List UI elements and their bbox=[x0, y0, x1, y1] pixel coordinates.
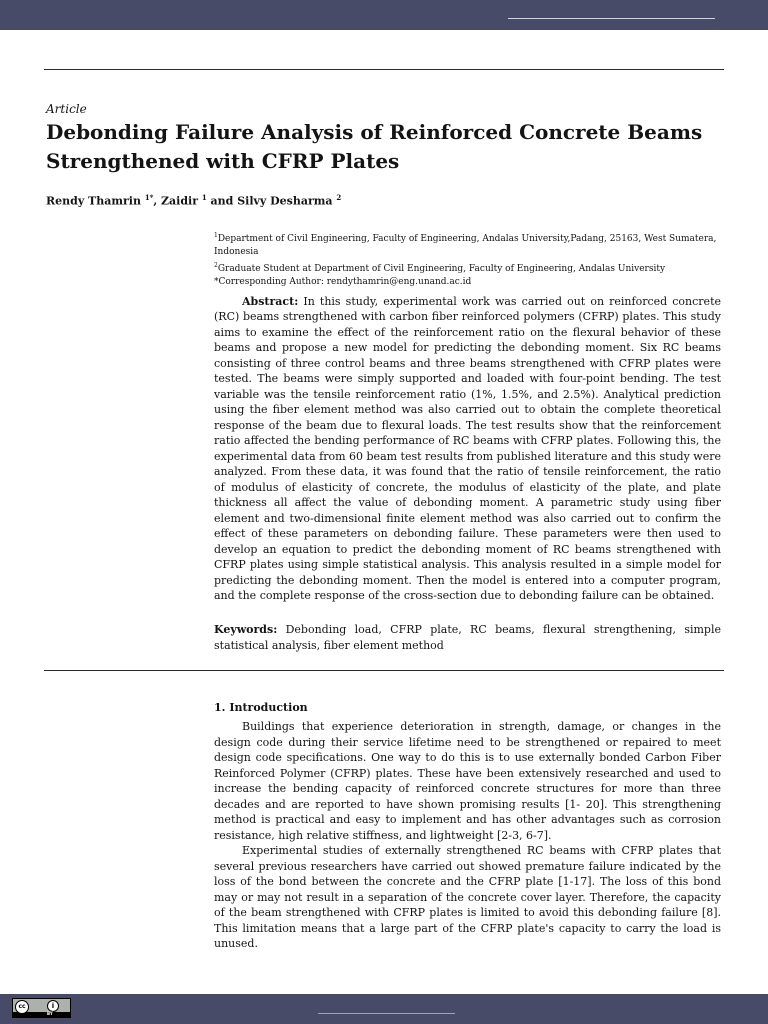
keywords-text: Debonding load, CFRP plate, RC beams, flexural strengthening, simple statistical analysis, fiber element method bbox=[214, 623, 721, 652]
abstract-label: Abstract: bbox=[242, 295, 299, 308]
affiliation-2 bbox=[214, 259, 722, 276]
affiliation-2-text: Graduate Student at Department of Civil Engineering, Faculty of Engineering, Andalas University bbox=[217, 264, 666, 274]
author-separator: and Silvy Desharma bbox=[206, 194, 337, 208]
author-separator: , Zaidir bbox=[153, 194, 202, 208]
introduction-heading: 1. Introduction bbox=[214, 701, 308, 714]
affiliation-1-text: Department of Civil Engineering, Faculty of Engineering, Andalas University,Padang, 25163, West Sumatera, Indonesia bbox=[214, 234, 717, 257]
author-list bbox=[46, 190, 341, 210]
author-1-name: Rendy Thamrin bbox=[46, 194, 145, 208]
introduction-paragraph-1: Buildings that experience deterioration in strength, damage, or changes in the design code during their service lifetime need to be strengthened or repaired to meet design code specifications. One way to do this is to use externally bonded Carbon Fiber Reinforced Polymer (CFRP) plates. These have been extensively researched and used to increase the bending capacity of reinforced concrete structures for more than three decades and are reported to have shown promising results [1- 20]. This strengthening method is practical and easy to implement and has other advantages such as corrosion resistance, high relative stiffness, and lightweight [2-3, 6-7]. bbox=[214, 720, 721, 842]
author-3-affiliation-mark: 2 bbox=[336, 193, 342, 202]
attribution-icon: i bbox=[47, 1000, 59, 1012]
section-divider bbox=[44, 670, 724, 671]
introduction-paragraph-2: Experimental studies of externally strengthened RC beams with CFRP plates that several previous researchers have carried out showed premature failure indicated by the loss of the bond between the concrete and the CFRP plate [1-17]. The loss of this bond may or may not result in a separation of the concrete cover layer. Therefore, the capacity of the beam strengthened with CFRP plates is limited to avoid this debonding failure [8]. This limitation means that a large part of the CFRP plate's capacity to carry the load is unused. bbox=[214, 844, 721, 950]
author-2-affiliation-mark: 1 bbox=[201, 193, 207, 202]
article-title: Debonding Failure Analysis of Reinforced Concrete Beams Strengthened with CFRP Plates bbox=[46, 120, 703, 173]
affiliation-2-mark: 2 bbox=[214, 262, 218, 269]
corresponding-author: *Corresponding Author: rendythamrin@eng.unand.ac.id bbox=[214, 277, 472, 287]
author-1-affiliation-mark: 1* bbox=[144, 193, 154, 202]
keywords-label: Keywords: bbox=[214, 623, 278, 636]
by-label: BY bbox=[47, 1011, 53, 1016]
affiliations-block bbox=[214, 229, 722, 289]
keywords bbox=[214, 622, 721, 653]
header-bar bbox=[0, 0, 768, 30]
cc-by-license-icon[interactable] bbox=[12, 998, 71, 1018]
affiliation-1 bbox=[214, 229, 722, 259]
abstract bbox=[214, 294, 721, 604]
footer-rule bbox=[318, 1013, 455, 1014]
introduction-body bbox=[214, 719, 721, 952]
abstract-text: In this study, experimental work was carried out on reinforced concrete (RC) beams strengthened with carbon fiber reinforced polymers (CFRP) plates. This study aims to examine the effect of the reinforcement ratio on the flexural behavior of these beams and propose a new model for predicting the debonding moment. Six RC beams consisting of three control beams and three beams strengthened with CFRP plates were tested. The beams were simply supported and loaded with four-point bending. The test variable was the tensile reinforcement ratio (1%, 1.5%, and 2.5%). Analytical prediction using the fiber element method was also carried out to obtain the complete theoretical response of the beam due to flexural loads. The test results show that the reinforcement ratio affected the bending performance of RC beams with CFRP plates. Following this, the experimental data from 60 beam test results from published literature and this study were analyzed. From these data, it was found that the ratio of tensile reinforcement, the ratio of modulus of elasticity of concrete, the modulus of elasticity of the plate, and plate thickness all affect the value of debonding moment. A parametric study using fiber element and two-dimensional finite element method was also carried out to confirm the effect of these parameters on debonding failure. These parameters were then used to develop an equation to predict the debonding moment of RC beams strengthened with CFRP plates using simple statistical analysis. This analysis resulted in a simple model for predicting the debonding moment. Then the model is entered into a computer program, and the complete response of the cross-section due to debonding failure can be obtained. bbox=[214, 295, 721, 603]
footer-bar bbox=[0, 994, 768, 1024]
header-rule bbox=[508, 18, 715, 19]
affiliation-1-mark: 1 bbox=[214, 232, 218, 239]
top-divider bbox=[44, 69, 724, 70]
article-type-label: Article bbox=[46, 102, 87, 116]
cc-icon: cc bbox=[15, 1000, 29, 1014]
